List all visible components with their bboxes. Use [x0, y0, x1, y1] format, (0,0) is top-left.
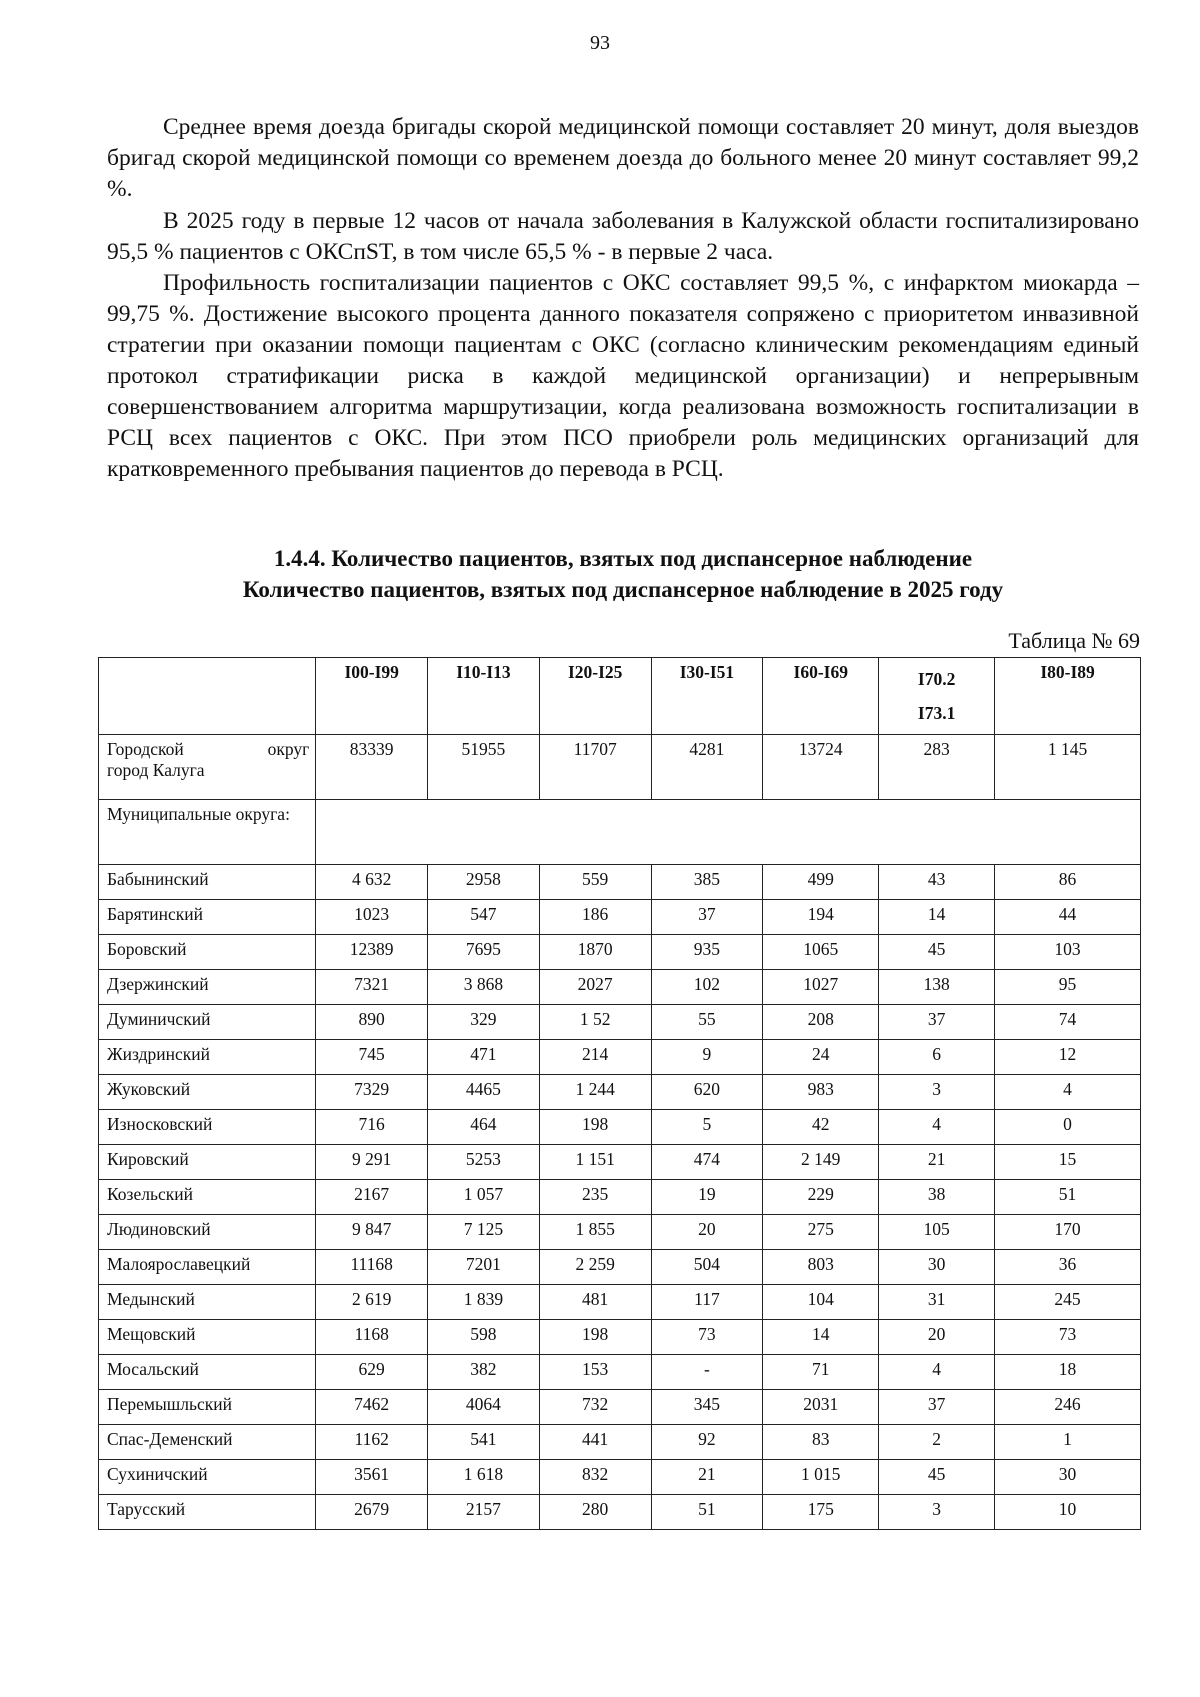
row-name: Тарусский — [99, 1495, 316, 1530]
row-name: Мещовский — [99, 1320, 316, 1355]
cell-value: 5253 — [428, 1145, 540, 1180]
header-i70-i73 — [879, 658, 995, 735]
cell-value: 1162 — [316, 1425, 428, 1460]
cell-value: 45 — [879, 935, 995, 970]
table-row — [99, 970, 1141, 1005]
cell-value: 51 — [651, 1495, 763, 1530]
body-text — [107, 112, 1139, 486]
cell-value: 832 — [539, 1460, 651, 1495]
cell-value: 4064 — [428, 1390, 540, 1425]
paragraph-ambulance-time: Среднее время доезда бригады скорой медицинской помощи составляет 20 минут, доля выездов бригад скорой медицинской помощи со временем доезда до больного менее 20 минут составляет 99,2 %. — [107, 114, 1139, 202]
cell-value: 74 — [995, 1005, 1141, 1040]
header-empty — [99, 658, 316, 735]
cell-value: 19 — [651, 1180, 763, 1215]
table-row — [99, 1320, 1141, 1355]
row-name: Бабынинский — [99, 865, 316, 900]
cell-value: 175 — [763, 1495, 879, 1530]
cell-value: 170 — [995, 1215, 1141, 1250]
cell-value: 15 — [995, 1145, 1141, 1180]
table-row — [99, 1390, 1141, 1425]
row-name: Мосальский — [99, 1355, 316, 1390]
cell-value: 153 — [539, 1355, 651, 1390]
row-name: Перемышльский — [99, 1390, 316, 1425]
cell-value: 11168 — [316, 1250, 428, 1285]
cell-value: 11707 — [539, 735, 651, 800]
group-label: Муниципальные округа: — [99, 800, 316, 865]
table-caption: Таблица № 69 — [1008, 628, 1140, 653]
cell-value: 73 — [651, 1320, 763, 1355]
row-name: Жиздринский — [99, 1040, 316, 1075]
group-label-spacer — [316, 800, 1141, 865]
cell-value: 598 — [428, 1320, 540, 1355]
section-heading — [107, 543, 1139, 605]
cell-value: 198 — [539, 1110, 651, 1145]
table-row — [99, 1285, 1141, 1320]
cell-value: 3561 — [316, 1460, 428, 1495]
cell-value: 7329 — [316, 1075, 428, 1110]
cell-value: 9 847 — [316, 1215, 428, 1250]
cell-value: 0 — [995, 1110, 1141, 1145]
cell-value: 7462 — [316, 1390, 428, 1425]
cell-value: 24 — [763, 1040, 879, 1075]
city-label-part1: Городской — [107, 739, 184, 759]
table-row — [99, 1250, 1141, 1285]
cell-value: 20 — [879, 1320, 995, 1355]
cell-value: 1 839 — [428, 1285, 540, 1320]
table-row — [99, 1180, 1141, 1215]
cell-value: 51955 — [428, 735, 540, 800]
cell-value: 7321 — [316, 970, 428, 1005]
cell-value: 559 — [539, 865, 651, 900]
cell-value: 7695 — [428, 935, 540, 970]
city-label-part3: город Калуга — [107, 760, 205, 780]
row-name: Спас-Деменский — [99, 1425, 316, 1460]
header-i70-2: I70.2 — [917, 669, 956, 689]
header-i10-i13: I10-I13 — [428, 658, 540, 735]
cell-value: 1027 — [763, 970, 879, 1005]
cell-value: 104 — [763, 1285, 879, 1320]
table-row — [99, 1425, 1141, 1460]
cell-value: 14 — [763, 1320, 879, 1355]
cell-value: 471 — [428, 1040, 540, 1075]
cell-value: 9 291 — [316, 1145, 428, 1180]
cell-value: 629 — [316, 1355, 428, 1390]
cell-value: 1 855 — [539, 1215, 651, 1250]
header-i00-i99: I00-I99 — [316, 658, 428, 735]
table-row — [99, 1110, 1141, 1145]
cell-value: 245 — [995, 1285, 1141, 1320]
cell-value: 14 — [879, 900, 995, 935]
cell-value: 3 — [879, 1075, 995, 1110]
cell-value: 464 — [428, 1110, 540, 1145]
cell-value: 102 — [651, 970, 763, 1005]
table-row — [99, 935, 1141, 970]
cell-value: 3 868 — [428, 970, 540, 1005]
paragraph-profile-hospitalization: Профильность госпитализации пациентов с ОКС составляет 99,5 %, с инфарктом миокарда – 99,75 %. Достижение высокого процента данного показателя сопряжено с приоритетом инвазивной стратегии при оказании помощи пациентам с ОКС (согласно клиническим рекомендациям единый протокол стратификации риска в каждой медицинской организации) и непрерывным совершенствованием алгоритма маршрутизации, когда реализована возможность госпитализации в РСЦ всех пациентов с ОКС. При этом ПСО приобрели роль медицинских организаций для кратковременного пребывания пациентов до перевода в РСЦ. — [107, 270, 1139, 482]
cell-value: 4 — [879, 1110, 995, 1145]
row-name: Боровский — [99, 935, 316, 970]
cell-value: 4 — [995, 1075, 1141, 1110]
cell-value: 38 — [879, 1180, 995, 1215]
cell-value: 235 — [539, 1180, 651, 1215]
cell-value: 499 — [763, 865, 879, 900]
paragraph-hospitalization-12h: В 2025 году в первые 12 часов от начала заболевания в Калужской области госпитализировано 95,5 % пациентов с ОКСпST, в том числе 65,5 % - в первые 2 часа. — [107, 207, 1139, 265]
row-name: Людиновский — [99, 1215, 316, 1250]
cell-value: 2027 — [539, 970, 651, 1005]
cell-value: 7201 — [428, 1250, 540, 1285]
cell-value: 229 — [763, 1180, 879, 1215]
table-row — [99, 865, 1141, 900]
cell-value: 474 — [651, 1145, 763, 1180]
row-name: Малоярославецкий — [99, 1250, 316, 1285]
cell-value: 2958 — [428, 865, 540, 900]
cell-value: 4 632 — [316, 865, 428, 900]
cell-value: 31 — [879, 1285, 995, 1320]
cell-value: 95 — [995, 970, 1141, 1005]
cell-value: 44 — [995, 900, 1141, 935]
cell-value: 6 — [879, 1040, 995, 1075]
table-row-group-label — [99, 800, 1141, 865]
cell-value: 1168 — [316, 1320, 428, 1355]
cell-value: 382 — [428, 1355, 540, 1390]
row-name: Кировский — [99, 1145, 316, 1180]
cell-value: 2031 — [763, 1390, 879, 1425]
cell-value: 2167 — [316, 1180, 428, 1215]
section-title: 1.4.4. Количество пациентов, взятых под диспансерное наблюдение — [273, 546, 973, 571]
cell-value: 208 — [763, 1005, 879, 1040]
table-header-row — [99, 658, 1141, 735]
cell-value: 7 125 — [428, 1215, 540, 1250]
cell-value: 441 — [539, 1425, 651, 1460]
cell-value: 214 — [539, 1040, 651, 1075]
cell-value: 745 — [316, 1040, 428, 1075]
cell-value: 275 — [763, 1215, 879, 1250]
cell-value: 186 — [539, 900, 651, 935]
table-row — [99, 1005, 1141, 1040]
cell-value: 30 — [879, 1250, 995, 1285]
cell-value: 385 — [651, 865, 763, 900]
cell-value: 2 259 — [539, 1250, 651, 1285]
cell-value: 73 — [995, 1320, 1141, 1355]
cell-value: 732 — [539, 1390, 651, 1425]
cell-value: 9 — [651, 1040, 763, 1075]
cell-value: 2 — [879, 1425, 995, 1460]
cell-value: 43 — [879, 865, 995, 900]
cell-value: 983 — [763, 1075, 879, 1110]
cell-value: 194 — [763, 900, 879, 935]
cell-value: 1 244 — [539, 1075, 651, 1110]
cell-value: 4 — [879, 1355, 995, 1390]
cell-value: 1023 — [316, 900, 428, 935]
cell-value: 504 — [651, 1250, 763, 1285]
cell-value: 4281 — [651, 735, 763, 800]
cell-value: 246 — [995, 1390, 1141, 1425]
cell-value: 21 — [651, 1460, 763, 1495]
cell-value: 2157 — [428, 1495, 540, 1530]
cell-value: 21 — [879, 1145, 995, 1180]
cell-value: 86 — [995, 865, 1141, 900]
cell-value: 12389 — [316, 935, 428, 970]
cell-value: 280 — [539, 1495, 651, 1530]
cell-value: 935 — [651, 935, 763, 970]
header-i20-i25: I20-I25 — [539, 658, 651, 735]
cell-value: 45 — [879, 1460, 995, 1495]
header-i80-i89: I80-I89 — [995, 658, 1141, 735]
cell-value: 481 — [539, 1285, 651, 1320]
cell-value: 37 — [879, 1390, 995, 1425]
row-name: Дзержинский — [99, 970, 316, 1005]
cell-value: 36 — [995, 1250, 1141, 1285]
cell-value: 37 — [651, 900, 763, 935]
cell-value: 3 — [879, 1495, 995, 1530]
row-name: Козельский — [99, 1180, 316, 1215]
cell-value: 20 — [651, 1215, 763, 1250]
cell-value: 103 — [995, 935, 1141, 970]
cell-value: 1065 — [763, 935, 879, 970]
row-name: Сухиничский — [99, 1460, 316, 1495]
cell-value: 803 — [763, 1250, 879, 1285]
cell-value: 2 149 — [763, 1145, 879, 1180]
cell-value: - — [651, 1355, 763, 1390]
table-row — [99, 900, 1141, 935]
cell-value: 1 057 — [428, 1180, 540, 1215]
row-name: Барятинский — [99, 900, 316, 935]
cell-value: 92 — [651, 1425, 763, 1460]
row-name: Жуковский — [99, 1075, 316, 1110]
cell-value: 30 — [995, 1460, 1141, 1495]
cell-value: 198 — [539, 1320, 651, 1355]
table-row — [99, 1460, 1141, 1495]
cell-value: 1 145 — [995, 735, 1141, 800]
header-i73-1: I73.1 — [917, 703, 956, 723]
table-row — [99, 1145, 1141, 1180]
table-row — [99, 1215, 1141, 1250]
cell-value: 541 — [428, 1425, 540, 1460]
cell-value: 138 — [879, 970, 995, 1005]
cell-value: 18 — [995, 1355, 1141, 1390]
table-row — [99, 1040, 1141, 1075]
page-number: 93 — [590, 32, 610, 54]
table-row — [99, 1355, 1141, 1390]
cell-value: 329 — [428, 1005, 540, 1040]
cell-value: 10 — [995, 1495, 1141, 1530]
section-subtitle: Количество пациентов, взятых под диспансерное наблюдение в 2025 году — [242, 577, 1004, 602]
row-name: Медынский — [99, 1285, 316, 1320]
header-i30-i51: I30-I51 — [651, 658, 763, 735]
cell-value: 12 — [995, 1040, 1141, 1075]
cell-value: 1 52 — [539, 1005, 651, 1040]
header-i60-i69: I60-I69 — [763, 658, 879, 735]
cell-value: 51 — [995, 1180, 1141, 1215]
cell-value: 716 — [316, 1110, 428, 1145]
row-name: Износковский — [99, 1110, 316, 1145]
cell-value: 4465 — [428, 1075, 540, 1110]
cell-value: 547 — [428, 900, 540, 935]
table-row-city — [99, 735, 1141, 800]
cell-value: 71 — [763, 1355, 879, 1390]
cell-value: 890 — [316, 1005, 428, 1040]
cell-value: 1 — [995, 1425, 1141, 1460]
cell-value: 5 — [651, 1110, 763, 1145]
cell-value: 83 — [763, 1425, 879, 1460]
cell-value: 620 — [651, 1075, 763, 1110]
table-row — [99, 1495, 1141, 1530]
cell-value: 1 151 — [539, 1145, 651, 1180]
cell-value: 1 015 — [763, 1460, 879, 1495]
row-name-city — [99, 735, 316, 800]
cell-value: 345 — [651, 1390, 763, 1425]
row-name: Думиничский — [99, 1005, 316, 1040]
cell-value: 37 — [879, 1005, 995, 1040]
cell-value: 83339 — [316, 735, 428, 800]
cell-value: 1 618 — [428, 1460, 540, 1495]
dispensary-table — [98, 657, 1141, 1530]
cell-value: 2 619 — [316, 1285, 428, 1320]
city-label-part2: округ — [267, 739, 310, 759]
cell-value: 1870 — [539, 935, 651, 970]
cell-value: 13724 — [763, 735, 879, 800]
cell-value: 2679 — [316, 1495, 428, 1530]
cell-value: 42 — [763, 1110, 879, 1145]
table-row — [99, 1075, 1141, 1110]
cell-value: 55 — [651, 1005, 763, 1040]
cell-value: 283 — [879, 735, 995, 800]
cell-value: 105 — [879, 1215, 995, 1250]
cell-value: 117 — [651, 1285, 763, 1320]
